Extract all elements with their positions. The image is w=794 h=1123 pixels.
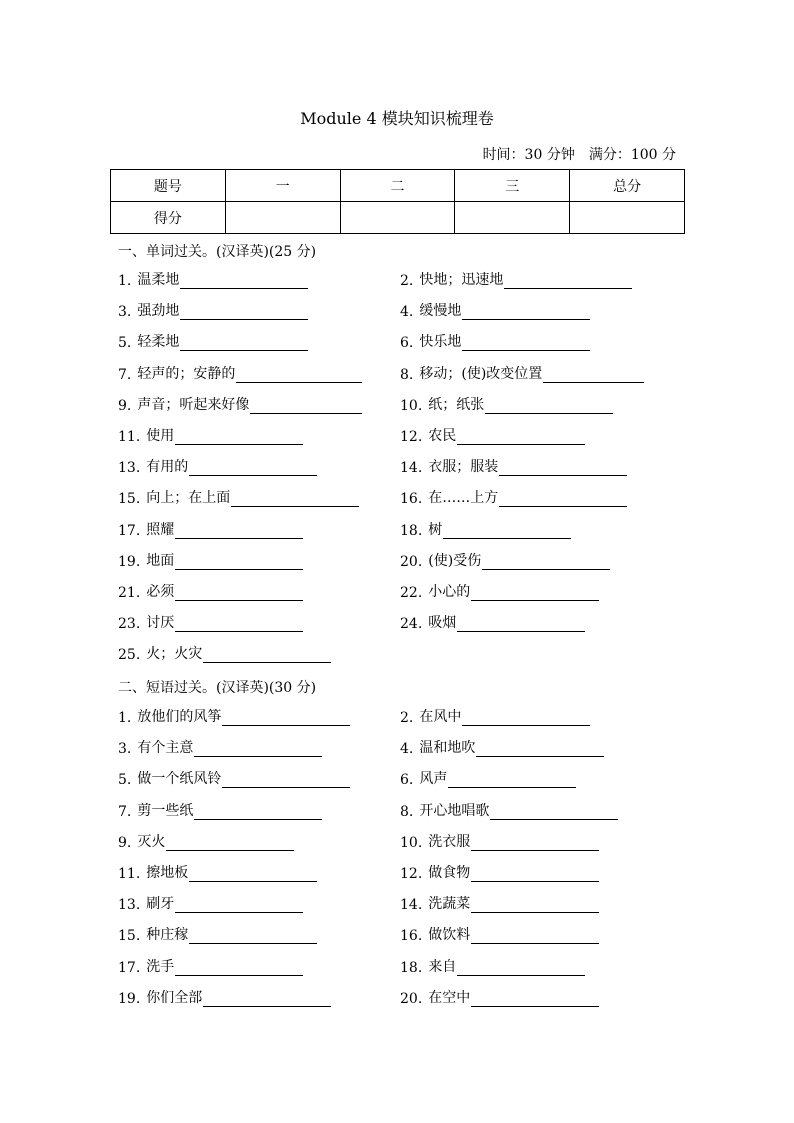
answer-blank[interactable] — [222, 711, 350, 726]
answer-blank[interactable] — [471, 929, 599, 944]
question-item — [118, 770, 350, 788]
question-prompt: 做一个纸风铃 — [137, 771, 222, 788]
question-number: 20. — [400, 990, 423, 1007]
question-item — [400, 489, 627, 507]
question-item — [400, 770, 576, 788]
answer-blank[interactable] — [222, 773, 350, 788]
question-prompt: 刷牙 — [146, 896, 175, 913]
question-number: 4. — [400, 741, 414, 758]
answer-blank[interactable] — [180, 274, 308, 289]
score-table-header: 题号 — [111, 170, 226, 202]
question-prompt: 在……上方 — [428, 490, 499, 507]
question-item — [400, 302, 590, 320]
answer-blank[interactable] — [231, 492, 359, 507]
answer-blank[interactable] — [543, 368, 644, 383]
question-number: 14. — [400, 460, 423, 477]
question-item — [118, 958, 303, 976]
answer-blank[interactable] — [203, 992, 331, 1007]
answer-blank[interactable] — [189, 929, 317, 944]
question-number: 15. — [118, 491, 141, 508]
section-1-heading: 一、单词过关。(汉译英)(25 分) — [118, 244, 317, 260]
answer-blank[interactable] — [490, 805, 618, 820]
answer-blank[interactable] — [175, 555, 303, 570]
question-prompt: 灭火 — [137, 833, 166, 850]
question-item — [118, 552, 303, 570]
question-item — [400, 521, 571, 539]
question-prompt: 向上；在上面 — [146, 490, 231, 507]
question-item — [400, 427, 585, 445]
question-item — [400, 396, 613, 414]
question-prompt: 衣服；服装 — [428, 459, 499, 476]
question-item — [400, 271, 632, 289]
question-number: 16. — [400, 491, 423, 508]
question-prompt: 快乐地 — [419, 334, 462, 351]
question-number: 3. — [118, 741, 132, 758]
question-number: 2. — [400, 273, 414, 289]
question-number: 2. — [400, 710, 414, 726]
question-prompt: 有用的 — [146, 459, 189, 476]
question-prompt: 做饮料 — [428, 927, 471, 944]
answer-blank[interactable] — [236, 368, 362, 383]
answer-blank[interactable] — [471, 586, 599, 601]
time-score-info: 时间：30 分钟 满分：100 分 — [482, 147, 676, 163]
question-prompt: 照耀 — [146, 521, 175, 538]
score-table-score-row — [111, 202, 685, 234]
question-item — [400, 864, 599, 882]
answer-blank[interactable] — [462, 305, 590, 320]
answer-blank[interactable] — [457, 961, 585, 976]
question-prompt: 强劲地 — [137, 303, 180, 320]
question-prompt: 吸烟 — [428, 615, 457, 632]
question-item — [400, 614, 585, 632]
answer-blank[interactable] — [175, 961, 303, 976]
answer-blank[interactable] — [471, 836, 599, 851]
answer-blank[interactable] — [175, 617, 303, 632]
page-title: Module 4 模块知识梳理卷 — [300, 109, 494, 128]
question-prompt: 擦地板 — [146, 865, 189, 881]
question-number: 1. — [118, 710, 132, 726]
score-row-label: 得分 — [111, 202, 226, 234]
answer-blank[interactable] — [471, 898, 599, 913]
section-2-heading: 二、短语过关。(汉译英)(30 分) — [118, 680, 317, 696]
answer-blank[interactable] — [175, 586, 303, 601]
question-prompt: 温和地吹 — [419, 740, 476, 757]
question-prompt: 必须 — [146, 584, 175, 600]
question-prompt: 开心地唱歌 — [419, 802, 490, 819]
question-item — [118, 645, 331, 663]
answer-blank[interactable] — [462, 336, 590, 351]
question-item — [118, 365, 362, 383]
answer-blank[interactable] — [194, 805, 322, 820]
question-prompt: 轻声的；安静的 — [137, 365, 236, 382]
question-item — [118, 708, 350, 726]
question-prompt: 剪一些纸 — [137, 802, 194, 819]
answer-blank[interactable] — [250, 399, 362, 414]
question-prompt: 树 — [428, 521, 443, 538]
question-number: 11. — [118, 429, 141, 445]
question-number: 22. — [400, 585, 423, 601]
score-table-header-row — [111, 170, 685, 202]
answer-blank[interactable] — [499, 492, 627, 507]
question-number: 9. — [118, 397, 132, 414]
question-prompt: 洗衣服 — [428, 833, 471, 850]
question-item — [400, 926, 599, 944]
answer-blank[interactable] — [180, 305, 308, 320]
question-prompt: 农民 — [428, 428, 457, 444]
question-number: 13. — [118, 460, 141, 477]
question-number: 10. — [400, 834, 423, 851]
question-item — [118, 302, 308, 320]
answer-blank[interactable] — [482, 555, 610, 570]
answer-blank[interactable] — [203, 648, 331, 663]
question-item — [118, 895, 303, 913]
question-number: 5. — [118, 335, 132, 352]
question-prompt: 温柔地 — [137, 272, 180, 288]
question-prompt: 在空中 — [428, 989, 471, 1006]
question-item — [400, 802, 618, 820]
question-number: 3. — [118, 304, 132, 321]
question-number: 17. — [118, 522, 141, 539]
question-number: 17. — [118, 959, 141, 976]
question-prompt: 使用 — [146, 428, 175, 444]
question-number: 6. — [400, 335, 414, 352]
question-prompt: 火；火灾 — [146, 646, 203, 663]
question-prompt: (使)受伤 — [428, 552, 482, 569]
question-prompt: 风声 — [419, 771, 448, 788]
question-item — [118, 271, 308, 289]
question-item — [400, 895, 599, 913]
question-item — [400, 365, 644, 383]
question-number: 12. — [400, 429, 423, 445]
question-item — [118, 489, 359, 507]
answer-blank[interactable] — [175, 524, 303, 539]
question-number: 18. — [400, 959, 423, 976]
answer-blank[interactable] — [443, 524, 571, 539]
question-item — [400, 958, 585, 976]
question-item — [400, 458, 627, 476]
question-item — [118, 333, 308, 351]
score-table-header: 二 — [340, 170, 455, 202]
answer-blank[interactable] — [485, 399, 613, 414]
question-number: 7. — [118, 803, 132, 820]
question-number: 12. — [400, 866, 423, 882]
question-number: 6. — [400, 772, 414, 789]
question-prompt: 洗手 — [146, 958, 175, 975]
question-prompt: 轻柔地 — [137, 334, 180, 351]
question-item — [118, 926, 317, 944]
question-item — [400, 833, 599, 851]
answer-blank[interactable] — [457, 617, 585, 632]
question-prompt: 放他们的风筝 — [137, 709, 222, 725]
question-number: 5. — [118, 772, 132, 789]
question-item — [118, 458, 317, 476]
answer-blank[interactable] — [471, 992, 599, 1007]
score-table-header: 一 — [225, 170, 340, 202]
question-prompt: 做食物 — [428, 865, 471, 881]
question-number: 1. — [118, 273, 132, 289]
score-cell[interactable] — [225, 202, 340, 234]
question-prompt: 移动；(使)改变位置 — [419, 365, 543, 382]
question-number: 19. — [118, 990, 141, 1007]
question-number: 21. — [118, 585, 141, 601]
question-number: 16. — [400, 928, 423, 945]
question-item — [118, 989, 331, 1007]
question-number: 24. — [400, 616, 423, 633]
answer-blank[interactable] — [462, 711, 590, 726]
question-number: 15. — [118, 928, 141, 945]
question-item — [118, 739, 322, 757]
answer-blank[interactable] — [189, 461, 317, 476]
question-prompt: 纸；纸张 — [428, 396, 485, 413]
question-item — [400, 333, 590, 351]
question-number: 18. — [400, 522, 423, 539]
score-table-header: 三 — [455, 170, 570, 202]
question-number: 20. — [400, 553, 423, 570]
question-prompt: 在风中 — [419, 709, 462, 725]
question-prompt: 讨厌 — [146, 615, 175, 632]
score-cell[interactable] — [570, 202, 685, 234]
question-number: 10. — [400, 397, 423, 414]
question-prompt: 缓慢地 — [419, 303, 462, 320]
question-prompt: 地面 — [146, 552, 175, 569]
question-item — [118, 864, 317, 882]
question-prompt: 来自 — [428, 958, 457, 975]
question-number: 4. — [400, 304, 414, 321]
answer-blank[interactable] — [180, 336, 308, 351]
answer-blank[interactable] — [166, 836, 294, 851]
question-number: 13. — [118, 897, 141, 914]
question-prompt: 声音；听起来好像 — [137, 396, 250, 413]
question-number: 25. — [118, 647, 141, 664]
question-number: 14. — [400, 897, 423, 914]
question-number: 23. — [118, 616, 141, 633]
question-prompt: 有个主意 — [137, 740, 194, 757]
question-item — [400, 989, 599, 1007]
answer-blank[interactable] — [471, 867, 599, 882]
question-item — [400, 708, 590, 726]
question-prompt: 洗蔬菜 — [428, 896, 471, 913]
score-cell[interactable] — [455, 202, 570, 234]
question-number: 7. — [118, 366, 132, 383]
question-number: 9. — [118, 834, 132, 851]
answer-blank[interactable] — [457, 430, 585, 445]
score-cell[interactable] — [340, 202, 455, 234]
score-table — [110, 169, 685, 234]
question-prompt: 小心的 — [428, 584, 471, 600]
answer-blank[interactable] — [189, 867, 317, 882]
question-item — [118, 427, 303, 445]
question-prompt: 你们全部 — [146, 989, 203, 1006]
question-item — [118, 521, 303, 539]
question-item — [118, 833, 294, 851]
question-prompt: 快地；迅速地 — [419, 272, 504, 288]
answer-blank[interactable] — [448, 773, 576, 788]
question-number: 8. — [400, 366, 414, 383]
score-table-header: 总分 — [570, 170, 685, 202]
answer-blank[interactable] — [504, 274, 632, 289]
answer-blank[interactable] — [194, 742, 322, 757]
question-prompt: 种庄稼 — [146, 927, 189, 944]
answer-blank[interactable] — [175, 898, 303, 913]
question-item — [118, 614, 303, 632]
question-item — [400, 739, 604, 757]
question-item — [118, 802, 322, 820]
question-item — [400, 583, 599, 601]
question-number: 11. — [118, 866, 141, 882]
question-number: 19. — [118, 553, 141, 570]
answer-blank[interactable] — [476, 742, 604, 757]
question-item — [400, 552, 610, 570]
question-number: 8. — [400, 803, 414, 820]
question-item — [118, 396, 362, 414]
question-item — [118, 583, 303, 601]
answer-blank[interactable] — [175, 430, 303, 445]
answer-blank[interactable] — [499, 461, 627, 476]
